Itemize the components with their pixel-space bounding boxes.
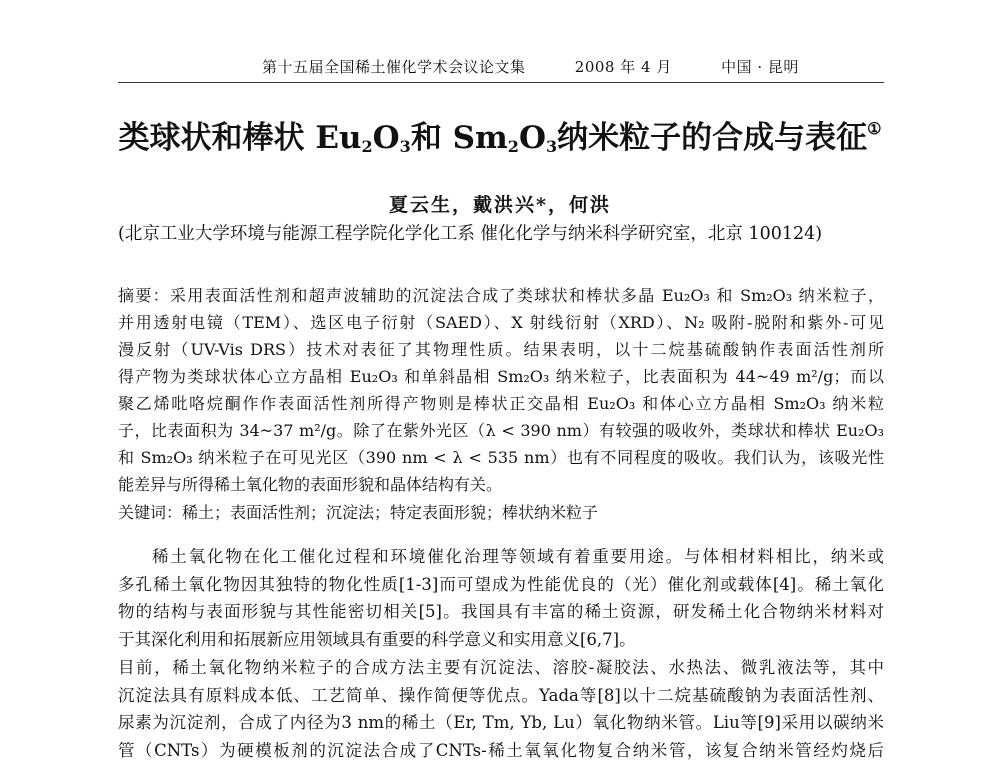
affiliation: (北京工业大学环境与能源工程学院化学化工系 催化化学与纳米科学研究室，北京 100124): [118, 220, 822, 245]
title-subscript: 3: [546, 137, 557, 156]
title-text: O: [519, 120, 546, 156]
abstract-line: 能差异与所得稀土氧化物的表面形貌和晶体结构有关。: [118, 471, 884, 498]
abstract-line: 聚乙烯吡咯烷酮作作表面活性剂所得产物则是棒状正交晶相 Eu₂O₃ 和体心立方晶相 Sm₂O₃ 纳米粒: [118, 390, 884, 417]
title-text: 类球状和棒状 Eu: [119, 120, 362, 156]
abstract: [118, 282, 884, 498]
header-date: 2008 年 4 月: [575, 58, 672, 76]
body-line: 沉淀法具有原料成本低、工艺简单、操作简便等优点。Yada等[8]以十二烷基硫酸钠为表面活性剂、: [118, 682, 884, 710]
title-footnote-mark: ①: [867, 119, 881, 138]
title-text: 和 Sm: [411, 120, 508, 156]
title-subscript: 2: [362, 137, 373, 156]
body-line: 物的结构与表面形貌与其性能密切相关[5]。我国具有丰富的稀土资源，研发稀土化合物纳米材料对: [118, 598, 884, 626]
body-paragraph-1: [118, 543, 884, 653]
abstract-line: 子，比表面积为 34~37 m²/g。除了在紫外光区（λ < 390 nm）有较强的吸收外，类球状和棒状 Eu₂O₃: [118, 417, 884, 444]
title-subscript: 2: [508, 137, 519, 156]
title-text: O: [373, 120, 400, 156]
title-subscript: 3: [400, 137, 411, 156]
body-paragraph-2: [118, 654, 884, 764]
paper-title: [0, 112, 1000, 157]
keywords: 关键词：稀土；表面活性剂；沉淀法；特定表面形貌；棒状纳米粒子: [118, 500, 598, 523]
header-rule: [118, 82, 884, 83]
header-place: 中国 · 昆明: [721, 58, 799, 76]
abstract-line: 并用透射电镜（TEM）、选区电子衍射（SAED）、X 射线衍射（XRD）、N₂ 吸附-脱附和紫外-可见: [118, 309, 884, 336]
title-text: 纳米粒子的合成与表征: [557, 120, 867, 156]
author-list: 夏云生，戴洪兴*，何洪: [0, 190, 1000, 217]
body-line: 管（CNTs）为硬模板剂的沉淀法合成了CNTs-稀土氧氧化物复合纳米管，该复合纳米管经灼烧后: [118, 737, 884, 764]
body-line: 多孔稀土氧化物因其独特的物化性质[1-3]而可望成为性能优良的（光）催化剂或载体[4]。稀土氧化: [118, 571, 884, 599]
abstract-line: 和 Sm₂O₃ 纳米粒子在可见光区（390 nm < λ < 535 nm）也有不同程度的吸收。我们认为，该吸光性: [118, 444, 884, 471]
running-header: [262, 56, 799, 77]
abstract-line: 漫反射（UV-Vis DRS）技术对表征了其物理性质。结果表明，以十二烷基硫酸钠作表面活性剂所: [118, 336, 884, 363]
body-line: 目前，稀土氧化物纳米粒子的合成方法主要有沉淀法、溶胶-凝胶法、水热法、微乳液法等，其中: [118, 654, 884, 682]
body-line: 于其深化利用和拓展新应用领域具有重要的科学意义和实用意义[6,7]。: [118, 626, 884, 654]
abstract-line: 摘要：采用表面活性剂和超声波辅助的沉淀法合成了类球状和棒状多晶 Eu₂O₃ 和 Sm₂O₃ 纳米粒子，: [118, 282, 884, 309]
abstract-line: 得产物为类球状体心立方晶相 Eu₂O₃ 和单斜晶相 Sm₂O₃ 纳米粒子，比表面积为 44~49 m²/g；而以: [118, 363, 884, 390]
proceedings-name: 第十五届全国稀土催化学术会议论文集: [262, 58, 526, 76]
body-line: 尿素为沉淀剂，合成了内径为3 nm的稀土（Er, Tm, Yb, Lu）氧化物纳米管。Liu等[9]采用以碳纳米: [118, 709, 884, 737]
body-line: 稀土氧化物在化工催化过程和环境催化治理等领域有着重要用途。与体相材料相比，纳米或: [118, 543, 884, 571]
